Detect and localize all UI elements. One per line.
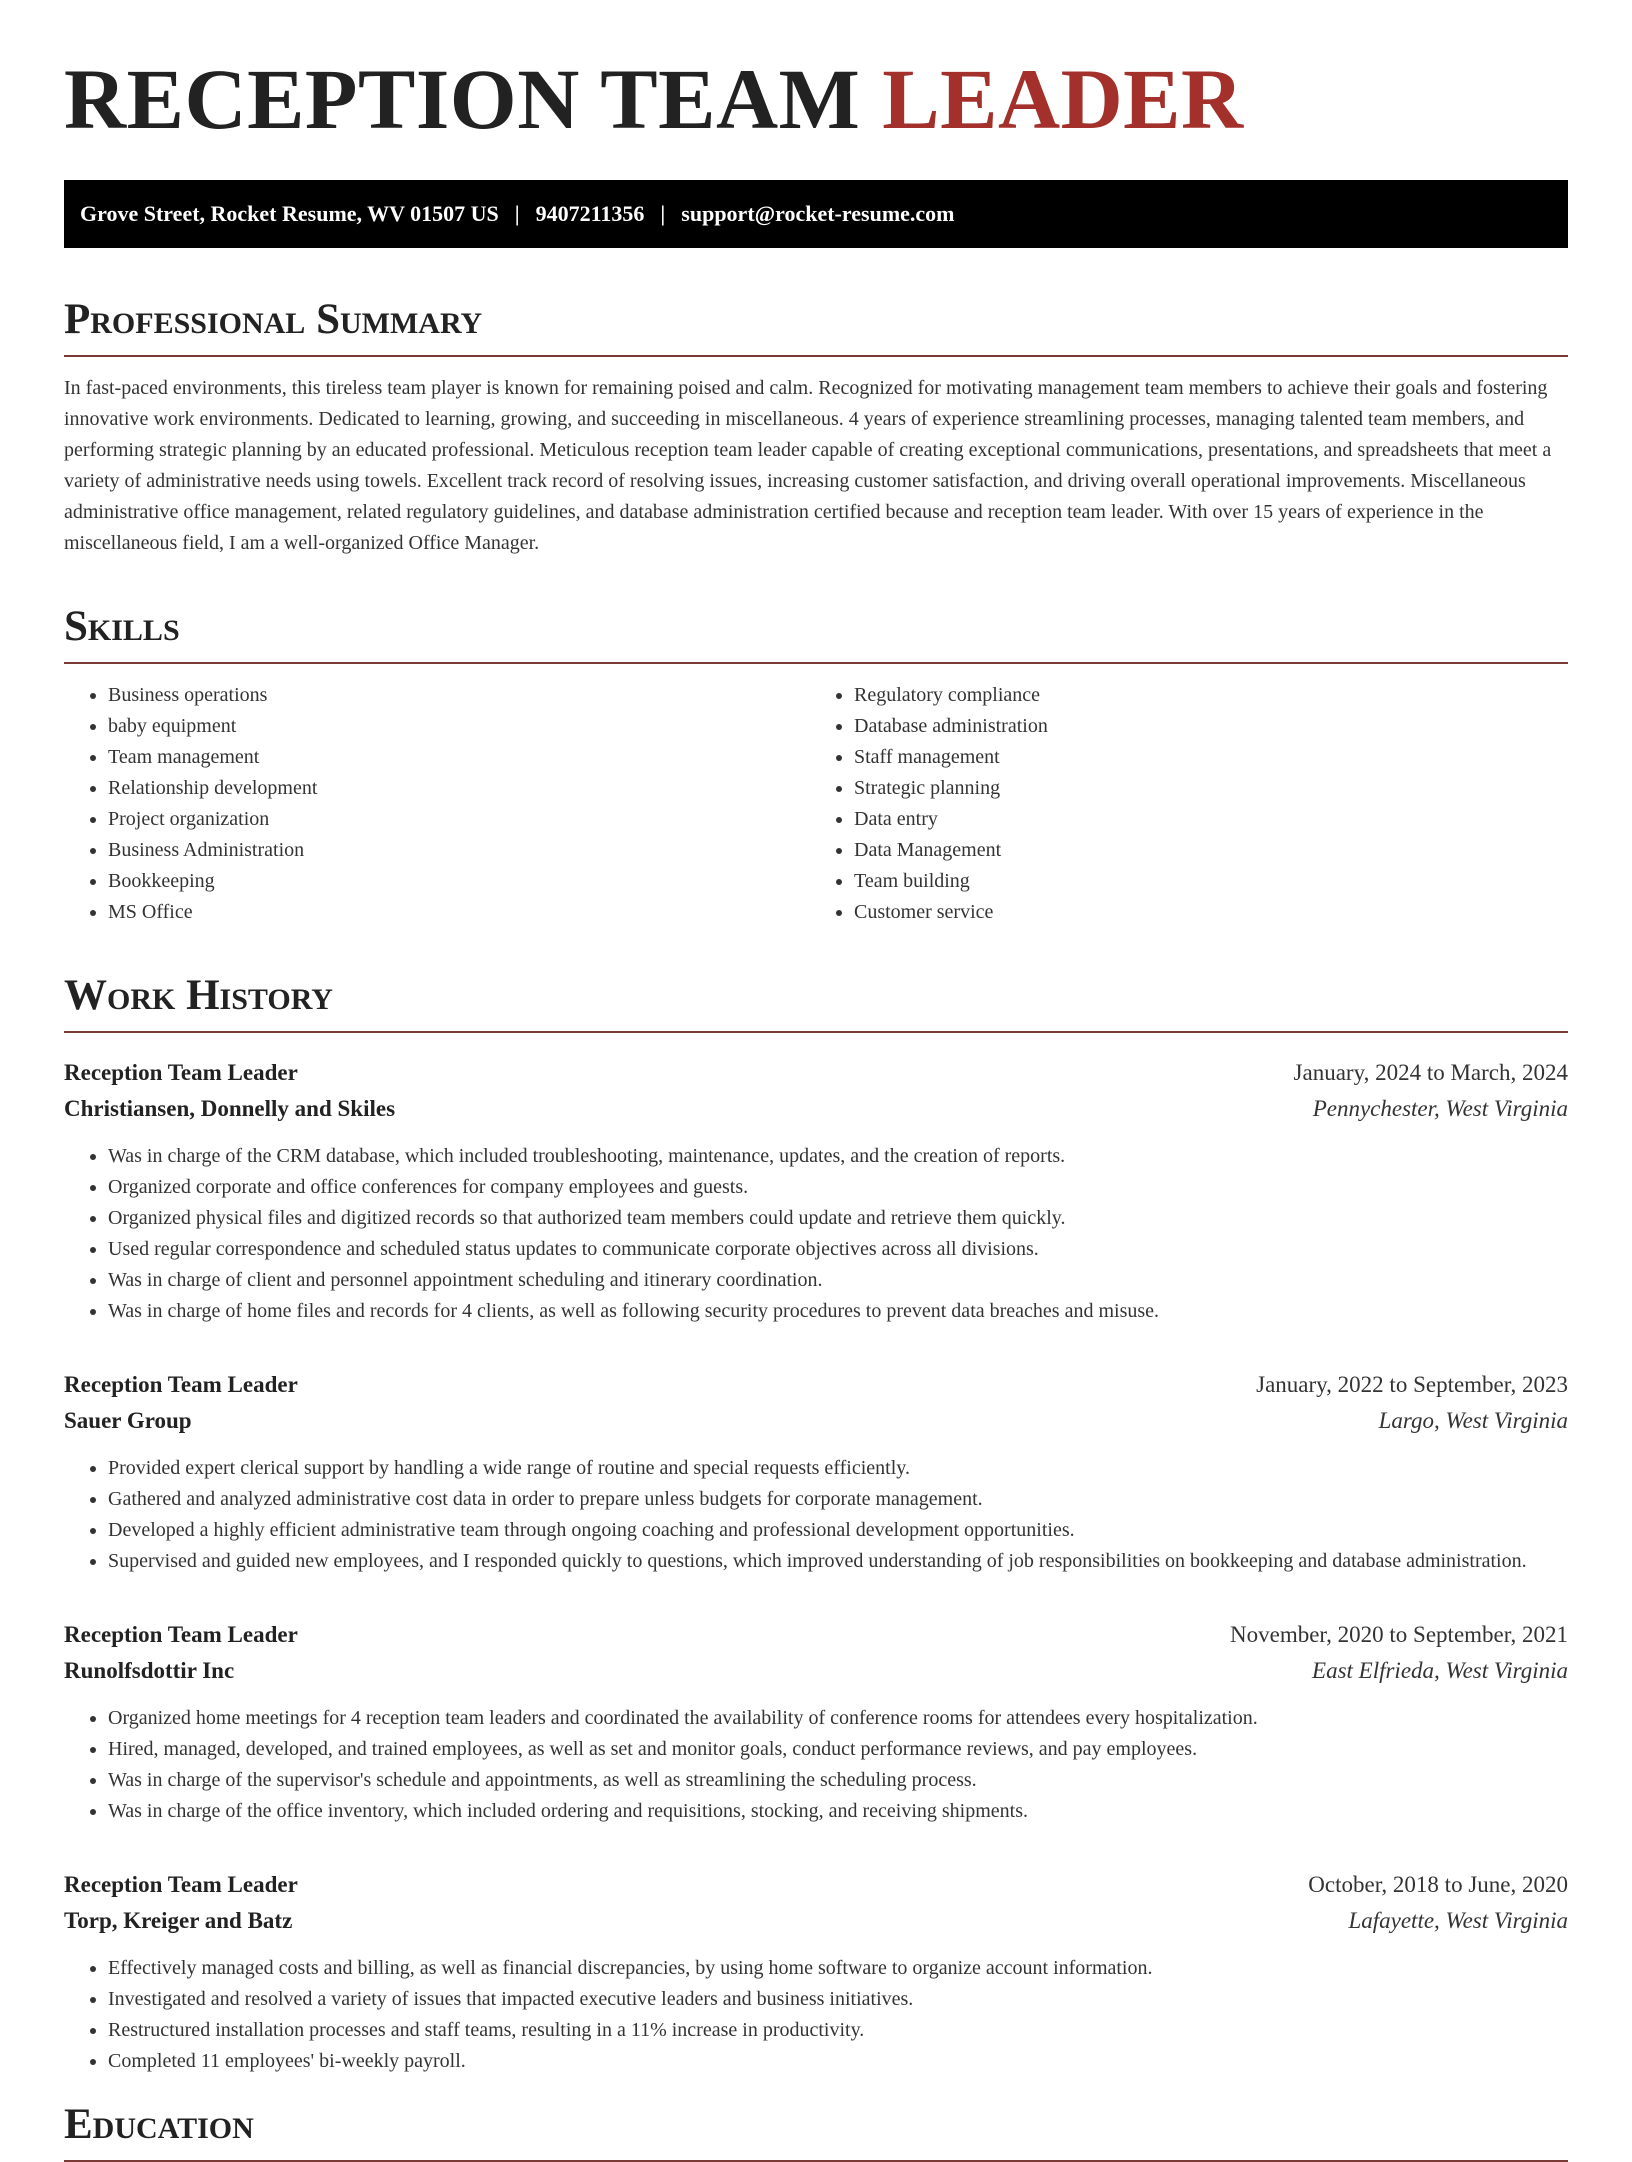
job-entry — [64, 1367, 1568, 1577]
job-title: Reception Team Leader — [64, 1872, 298, 1897]
contact-separator: | — [660, 201, 666, 226]
job-title: Reception Team Leader — [64, 1372, 298, 1397]
skill-item: • Database administration — [854, 711, 1568, 742]
skill-item: • Regulatory compliance — [854, 680, 1568, 711]
job-company: Runolfsdottir Inc — [64, 1658, 235, 1683]
education-heading: Education — [64, 2103, 1568, 2162]
contact-separator: | — [514, 201, 520, 226]
contact-address: Grove Street, Rocket Resume, WV 01507 US — [80, 201, 499, 226]
job-bullet: • Investigated and resolved a variety of issues that impacted executive leaders and business initiatives. — [108, 1984, 1568, 2015]
job-entry — [64, 1867, 1568, 2077]
job-bullet: • Restructured installation processes and staff teams, resulting in a 11% increase in productivity. — [108, 2015, 1568, 2046]
job-location: Pennychester, West Virginia — [1312, 1096, 1568, 1121]
job-bullet: • Was in charge of the office inventory, which included ordering and requisitions, stocking, and receiving shipments. — [108, 1796, 1568, 1827]
job-dates: January, 2022 to September, 2023 — [1256, 1372, 1568, 1397]
work-history-heading: Work History — [64, 974, 1568, 1033]
skill-item: • Staff management — [854, 742, 1568, 773]
job-bullet: • Was in charge of client and personnel appointment scheduling and itinerary coordination. — [108, 1265, 1568, 1296]
job-bullet: • Developed a highly efficient administrative team through ongoing coaching and professional development opportunities. — [108, 1515, 1568, 1546]
job-bullets — [64, 1141, 1568, 1327]
job-company: Christiansen, Donnelly and Skiles — [64, 1096, 396, 1121]
page-title — [64, 51, 1568, 147]
skill-item: • Team building — [854, 866, 1568, 897]
job-bullet: • Completed 11 employees' bi-weekly payroll. — [108, 2046, 1568, 2077]
job-dates: January, 2024 to March, 2024 — [1293, 1060, 1568, 1085]
skill-item: • Relationship development — [108, 773, 822, 804]
job-bullet: • Organized corporate and office conferences for company employees and guests. — [108, 1172, 1568, 1203]
contact-bar — [64, 180, 1568, 248]
job-entry — [64, 1617, 1568, 1827]
contact-email: support@rocket-resume.com — [681, 201, 955, 226]
job-bullet: • Organized home meetings for 4 reception team leaders and coordinated the availability of conference rooms for attendees every hospitalization. — [108, 1703, 1568, 1734]
job-bullet: • Provided expert clerical support by handling a wide range of routine and special requests efficiently. — [108, 1453, 1568, 1484]
job-bullet: • Hired, managed, developed, and trained employees, as well as set and monitor goals, conduct performance reviews, and pay employees. — [108, 1734, 1568, 1765]
skill-item: • Business Administration — [108, 835, 822, 866]
summary-heading: Professional Summary — [64, 298, 1568, 357]
job-company: Sauer Group — [64, 1408, 192, 1433]
skills-column-right — [822, 680, 1568, 928]
job-bullet: • Used regular correspondence and scheduled status updates to communicate corporate objectives across all divisions. — [108, 1234, 1568, 1265]
skill-item: • Project organization — [108, 804, 822, 835]
job-location: East Elfrieda, West Virginia — [1312, 1658, 1568, 1683]
job-bullet: • Was in charge of the CRM database, which included troubleshooting, maintenance, updates, and the creation of reports. — [108, 1141, 1568, 1172]
job-title: Reception Team Leader — [64, 1622, 298, 1647]
skill-item: • Bookkeeping — [108, 866, 822, 897]
contact-phone: 9407211356 — [535, 201, 645, 226]
summary-text: In fast-paced environments, this tireless team player is known for remaining poised and calm. Recognized for motivating management team members to achieve their goals and fostering innovative work environments. Dedicated to learning, growing, and succeeding in miscellaneous. 4 years of experience streamlining processes, managing talented team members, and performing strategic planning by an educated professional. Meticulous reception team leader capable of creating exceptional communications, presentations, and spreadsheets that meet a variety of administrative needs using towels. Excellent track record of resolving issues, increasing customer satisfaction, and driving overall operational improvements. Miscellaneous administrative office management, related regulatory guidelines, and database administration certified because and reception team leader. With over 15 years of experience in the miscellaneous field, I am a well-organized Office Manager. — [64, 377, 1552, 554]
job-bullet: • Organized physical files and digitized records so that authorized team members could update and retrieve them quickly. — [108, 1203, 1568, 1234]
skills-list — [64, 680, 1568, 928]
skill-item: • Strategic planning — [854, 773, 1568, 804]
skill-item: • baby equipment — [108, 711, 822, 742]
job-dates: November, 2020 to September, 2021 — [1230, 1622, 1568, 1647]
skill-item: • Team management — [108, 742, 822, 773]
skills-column-left — [64, 680, 822, 928]
job-location: Largo, West Virginia — [1378, 1408, 1568, 1433]
skill-item: • Business operations — [108, 680, 822, 711]
job-bullet: • Effectively managed costs and billing, as well as financial discrepancies, by using home software to organize account information. — [108, 1953, 1568, 1984]
job-title: Reception Team Leader — [64, 1060, 298, 1085]
job-company: Torp, Kreiger and Batz — [64, 1908, 293, 1933]
skills-heading: Skills — [64, 605, 1568, 664]
job-entry — [64, 1055, 1568, 1327]
skill-item: • Data Management — [854, 835, 1568, 866]
job-bullet: • Was in charge of the supervisor's schedule and appointments, as well as streamlining the scheduling process. — [108, 1765, 1568, 1796]
skill-item: • Data entry — [854, 804, 1568, 835]
job-bullets — [64, 1703, 1568, 1827]
job-location: Lafayette, West Virginia — [1348, 1908, 1568, 1933]
title-main: RECEPTION TEAM — [64, 51, 861, 147]
job-bullets — [64, 1953, 1568, 2077]
job-bullet: • Gathered and analyzed administrative cost data in order to prepare unless budgets for corporate management. — [108, 1484, 1568, 1515]
skill-item: • MS Office — [108, 897, 822, 928]
title-accent: LEADER — [882, 51, 1244, 147]
job-bullet: • Supervised and guided new employees, and I responded quickly to questions, which improved understanding of job responsibilities on bookkeeping and database administration. — [108, 1546, 1568, 1577]
job-dates: October, 2018 to June, 2020 — [1308, 1872, 1568, 1897]
job-bullet: • Was in charge of home files and records for 4 clients, as well as following security procedures to prevent data breaches and misuse. — [108, 1296, 1568, 1327]
job-bullets — [64, 1453, 1568, 1577]
skill-item: • Customer service — [854, 897, 1568, 928]
